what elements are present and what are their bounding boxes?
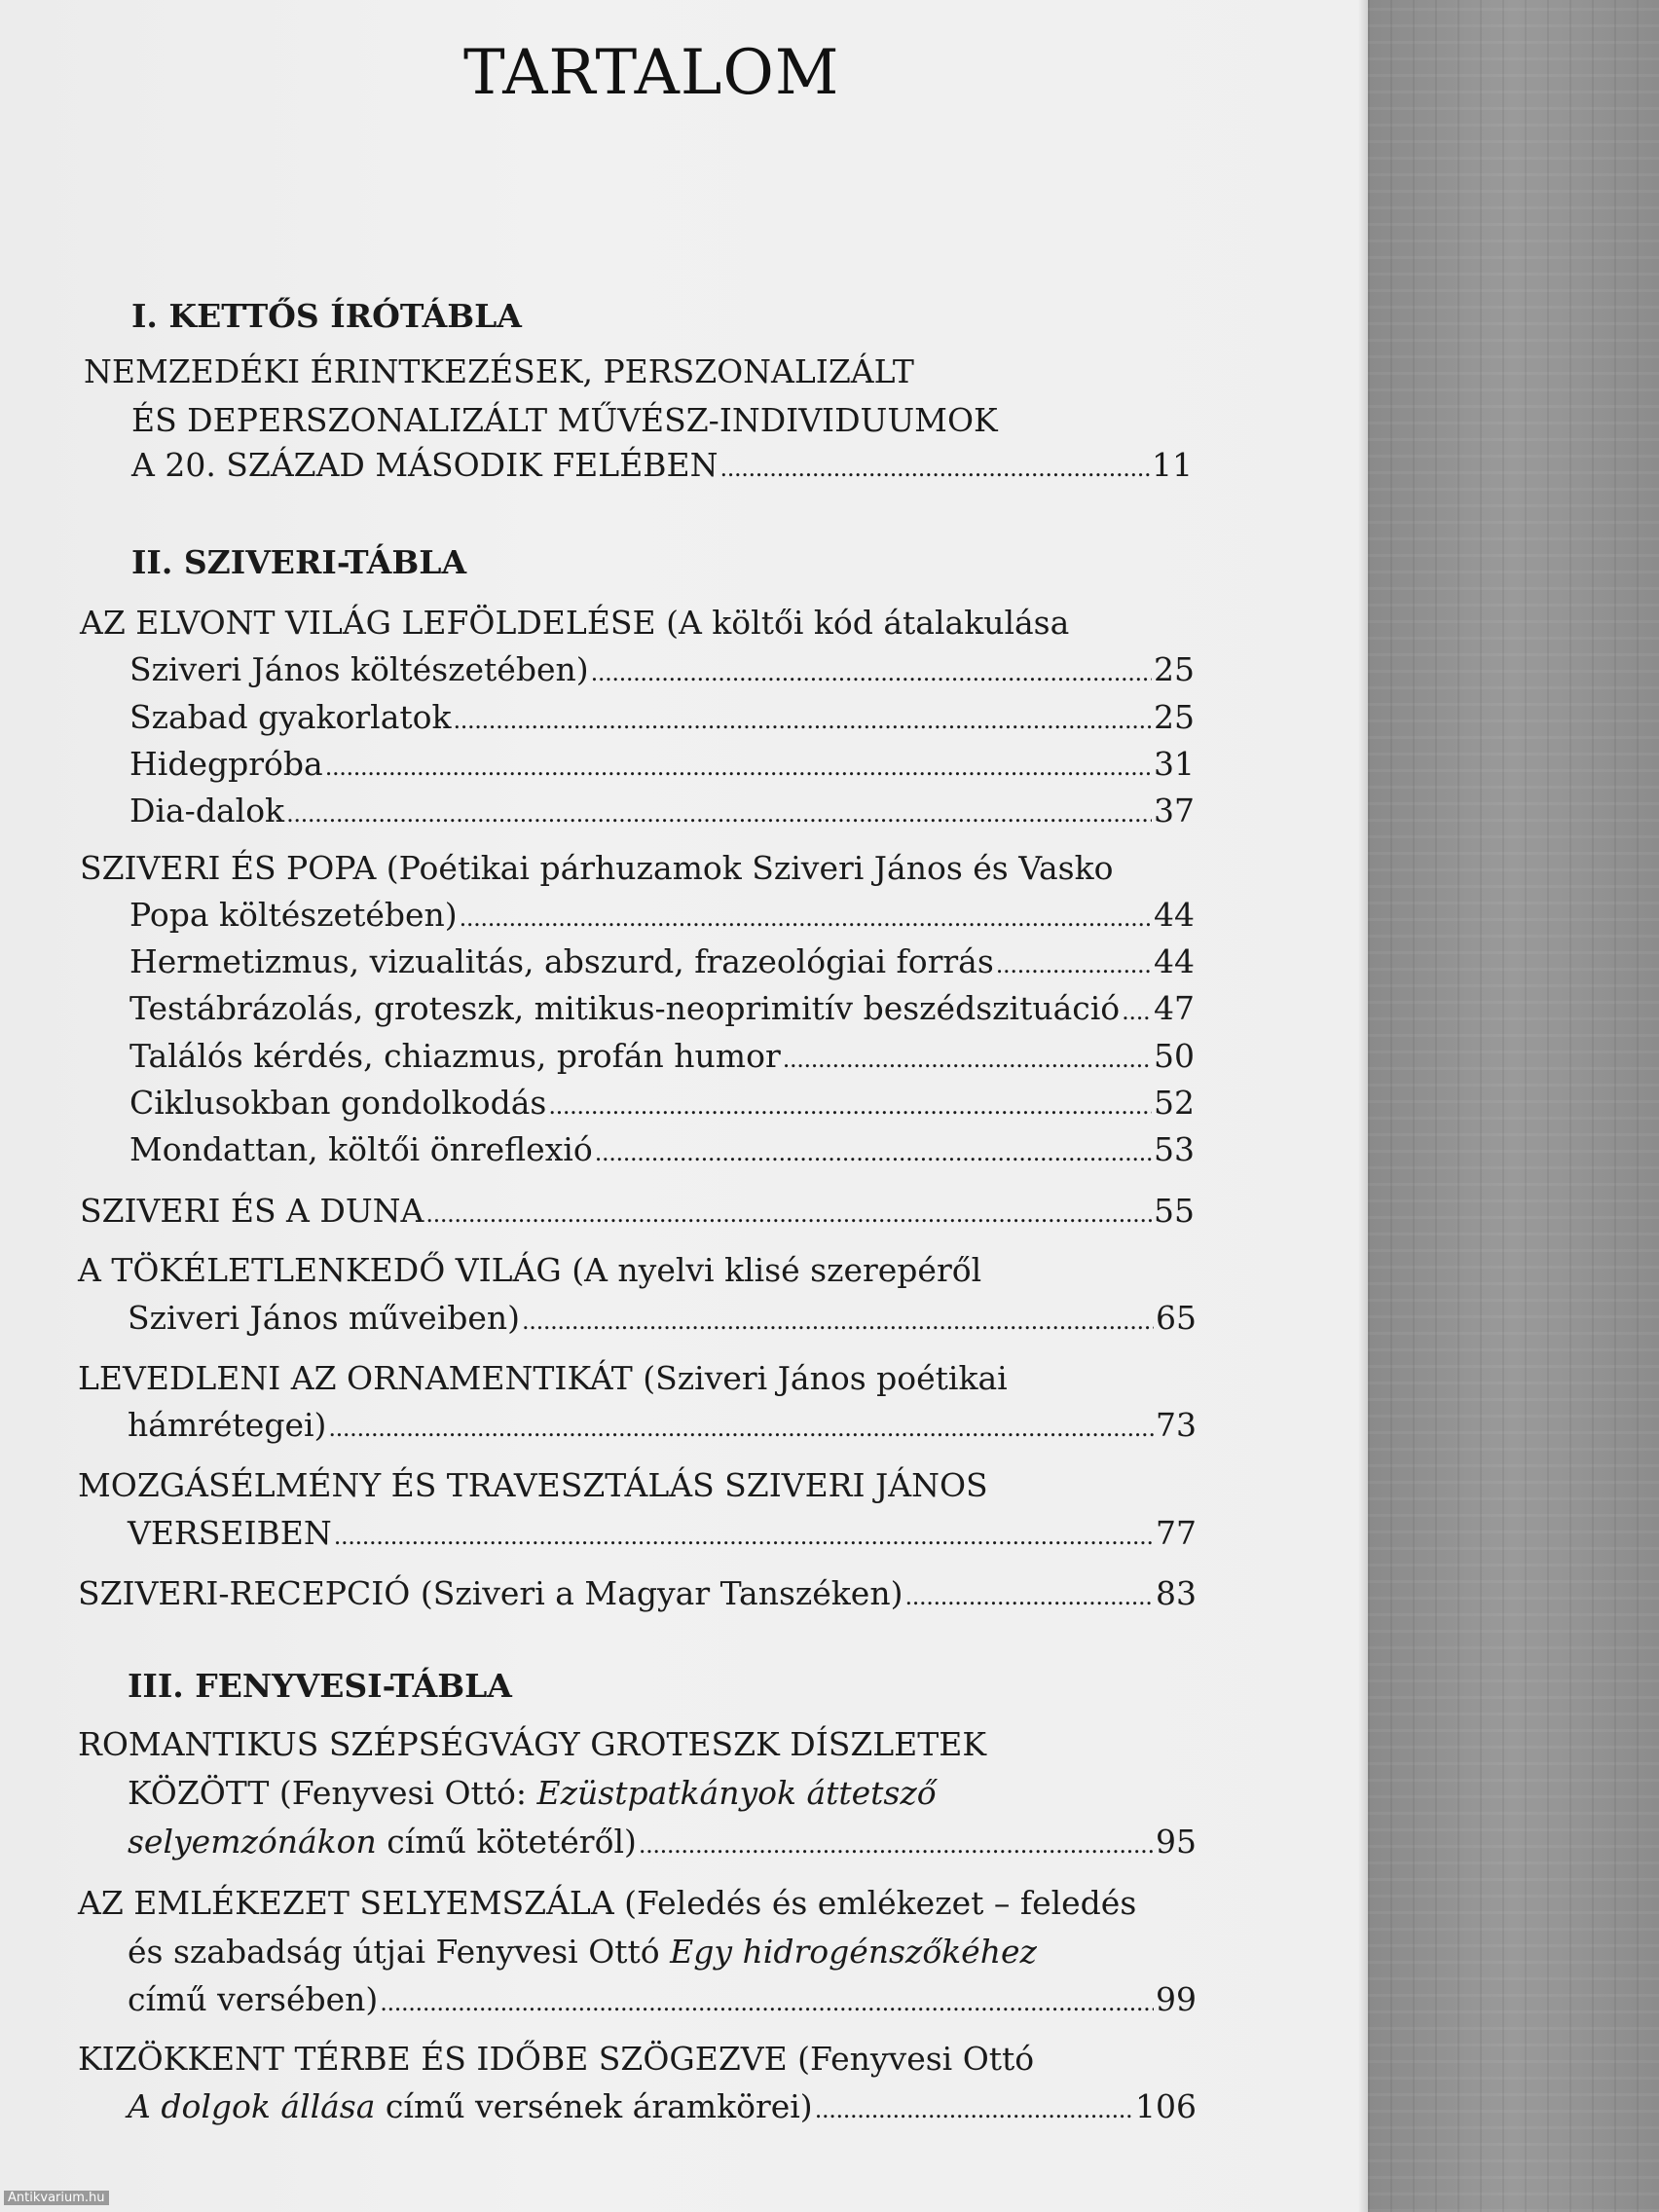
toc-entry-text: című versének áramkörei) — [375, 2087, 813, 2125]
toc-entry-text: Mondattan, költői önreflexió — [129, 1130, 593, 1168]
page-number: 65 — [1156, 1299, 1197, 1337]
page-number: 47 — [1154, 989, 1195, 1027]
page-number: 83 — [1156, 1574, 1197, 1612]
toc-entry-text: Testábrázolás, groteszk, mitikus-neoprimitív beszédszituáció — [129, 989, 1121, 1027]
toc-entry[interactable] — [78, 1574, 1197, 1616]
page-number: 31 — [1154, 745, 1195, 783]
toc-entry-text: Dia-dalok — [129, 792, 285, 830]
dot-leader — [548, 1084, 1152, 1125]
toc-subentry[interactable] — [129, 1037, 1195, 1079]
dot-leader — [595, 1130, 1152, 1172]
page-number: 73 — [1156, 1406, 1197, 1444]
toc-entry[interactable] — [131, 446, 1193, 488]
watermark: Antikvarium.hu — [4, 2191, 109, 2205]
page-number: 50 — [1154, 1037, 1195, 1075]
toc-entry[interactable] — [128, 1514, 1197, 1556]
toc-entry-line: LEVEDLENI AZ ORNAMENTIKÁT (Sziveri János poétikai — [78, 1359, 1008, 1397]
dot-leader — [325, 745, 1152, 787]
toc-entry[interactable] — [128, 1406, 1197, 1448]
toc-entry[interactable] — [129, 896, 1195, 938]
section-heading-1: I. KETTŐS ÍRÓTÁBLA — [131, 297, 522, 335]
toc-entry-line: ROMANTIKUS SZÉPSÉGVÁGY GROTESZK DÍSZLETEK — [78, 1725, 987, 1763]
toc-entry[interactable] — [128, 2087, 1197, 2129]
page-number: 99 — [1156, 1980, 1197, 2018]
toc-subentry[interactable] — [129, 1130, 1195, 1172]
toc-entry-line: NEMZEDÉKI ÉRINTKEZÉSEK, PERSZONALIZÁLT — [84, 352, 914, 390]
page-number: 44 — [1154, 942, 1195, 980]
toc-entry-line: MOZGÁSÉLMÉNY ÉS TRAVESZTÁLÁS SZIVERI JÁNOS — [78, 1466, 988, 1504]
dot-leader — [522, 1299, 1154, 1341]
page-number: 44 — [1154, 896, 1195, 934]
toc-entry-line: AZ EMLÉKEZET SELYEMSZÁLA (Feledés és emlékezet – feledés — [78, 1884, 1137, 1922]
toc-entry-text: Ciklusokban gondolkodás — [129, 1084, 547, 1122]
dot-leader — [328, 1406, 1154, 1448]
dot-leader — [334, 1514, 1154, 1556]
toc-entry-line: AZ ELVONT VILÁG LEFÖLDELÉSE (A költői kód átalakulása — [80, 604, 1070, 642]
toc-entry[interactable] — [129, 650, 1195, 692]
toc-entry-italic: Egy hidrogénszőkéhez — [670, 1933, 1037, 1971]
toc-entry-text — [128, 1823, 637, 1862]
toc-entry-text: című versében) — [128, 1980, 379, 2018]
toc-entry-text: című kötetéről) — [376, 1823, 637, 1861]
dot-leader — [460, 896, 1152, 938]
page-number: 52 — [1154, 1084, 1195, 1122]
toc-subentry[interactable] — [129, 1084, 1195, 1125]
dot-leader — [454, 698, 1152, 740]
toc-entry-italic: selyemzónákon — [128, 1823, 377, 1861]
toc-entry-text: Sziveri János költészetében) — [129, 650, 589, 688]
page-number: 53 — [1154, 1130, 1195, 1168]
toc-entry-text: Popa költészetében) — [129, 896, 458, 934]
dot-leader — [996, 942, 1152, 984]
toc-subentry[interactable] — [129, 745, 1195, 787]
book-gutter — [1368, 0, 1659, 2212]
page-number: 95 — [1156, 1823, 1197, 1861]
section-heading-2: II. SZIVERI-TÁBLA — [131, 543, 467, 581]
toc-entry[interactable] — [128, 1980, 1197, 2022]
toc-entry-line: ÉS DEPERSZONALIZÁLT MŰVÉSZ-INDIVIDUUMOK — [131, 401, 998, 439]
toc-entry-text: A 20. SZÁZAD MÁSODIK FELÉBEN — [131, 446, 719, 484]
dot-leader — [286, 792, 1152, 833]
toc-entry-text: Találós kérdés, chiazmus, profán humor — [129, 1037, 781, 1075]
dot-leader — [425, 1192, 1152, 1234]
dot-leader — [591, 650, 1152, 692]
page-number: 25 — [1154, 650, 1195, 688]
toc-entry-text: Szabad gyakorlatok — [129, 698, 452, 736]
toc-entry-line — [128, 1933, 1037, 1972]
dot-leader — [815, 2087, 1133, 2129]
page-number: 77 — [1156, 1514, 1197, 1552]
toc-subentry[interactable] — [129, 989, 1195, 1031]
dot-leader — [904, 1574, 1154, 1616]
toc-entry[interactable] — [80, 1192, 1195, 1234]
toc-subentry[interactable] — [129, 698, 1195, 740]
toc-entry-text — [128, 2087, 813, 2126]
dot-leader — [639, 1823, 1154, 1864]
toc-subentry[interactable] — [129, 942, 1195, 984]
toc-entry-line: SZIVERI ÉS POPA (Poétikai párhuzamok Sziveri János és Vasko — [80, 849, 1114, 887]
dot-leader — [720, 446, 1151, 488]
dot-leader — [783, 1037, 1152, 1079]
toc-entry-text: Hidegpróba — [129, 745, 323, 783]
toc-entry-text: SZIVERI-RECEPCIÓ (Sziveri a Magyar Tanszéken) — [78, 1574, 903, 1612]
page-title: TARTALOM — [463, 37, 840, 109]
page-number: 106 — [1135, 2087, 1197, 2125]
page-number: 25 — [1154, 698, 1195, 736]
dot-leader — [1122, 989, 1152, 1031]
toc-entry-text: Sziveri János műveiben) — [128, 1299, 521, 1337]
dot-leader — [380, 1980, 1154, 2022]
toc-entry-line: KIZÖKKENT TÉRBE ÉS IDŐBE SZÖGEZVE (Fenyvesi Ottó — [78, 2040, 1035, 2078]
toc-subentry[interactable] — [129, 792, 1195, 833]
toc-entry[interactable] — [128, 1823, 1197, 1864]
toc-entry-text: hámrétegei) — [128, 1406, 327, 1444]
toc-entry-text: KÖZÖTT (Fenyvesi Ottó: — [128, 1774, 537, 1812]
toc-entry-text: és szabadság útjai Fenyvesi Ottó — [128, 1933, 671, 1971]
toc-entry-line: A TÖKÉLETLENKEDŐ VILÁG (A nyelvi klisé szerepéről — [78, 1251, 982, 1289]
page-number: 37 — [1154, 792, 1195, 830]
toc-entry[interactable] — [128, 1299, 1197, 1341]
toc-entry-text: SZIVERI ÉS A DUNA — [80, 1192, 424, 1230]
toc-entry-italic: A dolgok állása — [128, 2087, 376, 2125]
toc-entry-line — [128, 1774, 937, 1813]
page-number: 55 — [1154, 1192, 1195, 1230]
toc-entry-italic: Ezüstpatkányok áttetsző — [536, 1774, 937, 1812]
section-heading-3: III. FENYVESI-TÁBLA — [128, 1667, 512, 1705]
toc-entry-text: Hermetizmus, vizualitás, abszurd, frazeológiai forrás — [129, 942, 994, 980]
page-number: 11 — [1152, 446, 1193, 484]
toc-entry-text: VERSEIBEN — [128, 1514, 332, 1552]
